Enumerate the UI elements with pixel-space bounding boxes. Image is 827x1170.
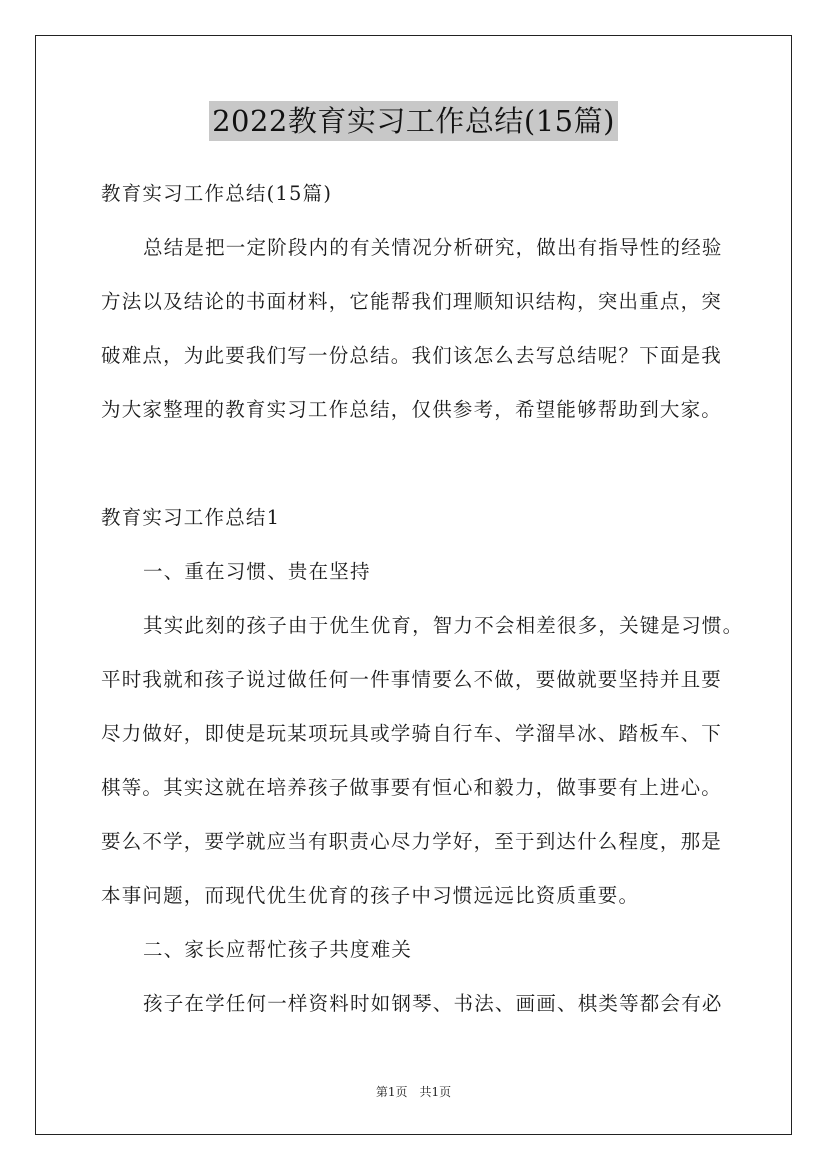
body-line: 尽力做好，即使是玩某项玩具或学骑自行车、学溜旱冰、踏板车、下 bbox=[101, 722, 723, 745]
body-line: 其实此刻的孩子由于优生优育，智力不会相差很多，关键是习惯。 bbox=[143, 614, 744, 637]
title-container bbox=[0, 101, 827, 141]
body-line: 棋等。其实这就在培养孩子做事要有恒心和毅力，做事要有上进心。 bbox=[101, 776, 723, 799]
intro-line: 总结是把一定阶段内的有关情况分析研究，做出有指导性的经验 bbox=[143, 236, 723, 259]
body-line: 要么不学，要学就应当有职责心尽力学好，至于到达什么程度，那是 bbox=[101, 830, 723, 853]
section-heading: 教育实习工作总结1 bbox=[101, 506, 281, 529]
body-line: 本事问题，而现代优生优育的孩子中习惯远远比资质重要。 bbox=[101, 884, 640, 907]
intro-line: 破难点，为此要我们写一份总结。我们该怎么去写总结呢？下面是我 bbox=[101, 344, 723, 367]
document-subtitle: 教育实习工作总结(15篇) bbox=[101, 182, 333, 205]
point-heading: 一、重在习惯、贵在坚持 bbox=[143, 560, 371, 583]
point-heading: 二、家长应帮忙孩子共度难关 bbox=[143, 938, 413, 961]
document-title: 2022教育实习工作总结(15篇) bbox=[209, 101, 618, 141]
intro-line: 为大家整理的教育实习工作总结，仅供参考，希望能够帮助到大家。 bbox=[101, 398, 723, 421]
intro-line: 方法以及结论的书面材料，它能帮我们理顺知识结构，突出重点，突 bbox=[101, 290, 723, 313]
body-line: 平时我就和孩子说过做任何一件事情要么不做，要做就要坚持并且要 bbox=[101, 668, 723, 691]
body-line: 孩子在学任何一样资料时如钢琴、书法、画画、棋类等都会有必 bbox=[143, 992, 723, 1015]
page-footer: 第1页 共1页 bbox=[375, 1085, 452, 1099]
